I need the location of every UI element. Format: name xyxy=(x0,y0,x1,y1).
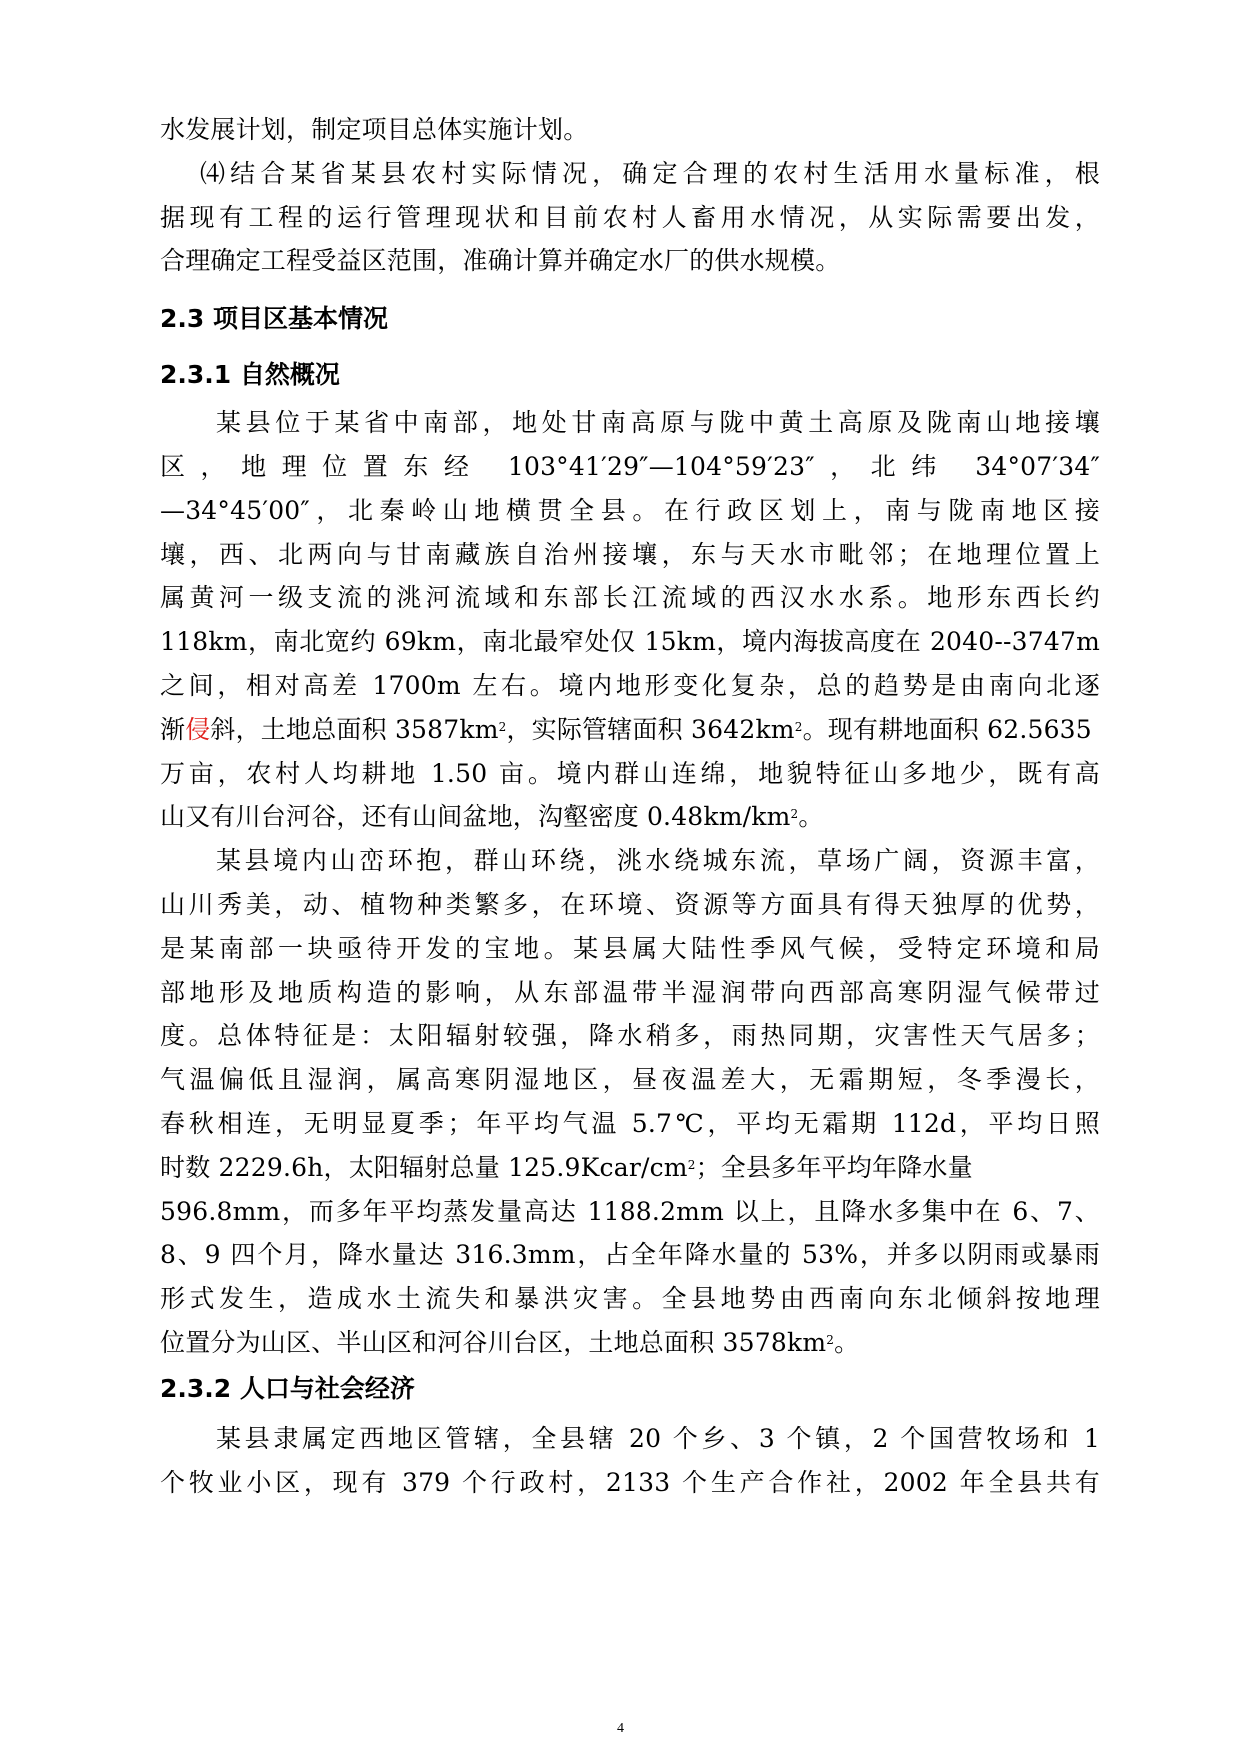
paragraph-line: ⑷结合某省某县农村实际情况，确定合理的农村生活用水量标准，根 xyxy=(200,158,1100,188)
section-heading-2-3-2: 2.3.2 人口与社会经济 xyxy=(160,1373,415,1403)
paragraph-line: 春秋相连，无明显夏季；年平均气温 5.7℃，平均无霜期 112d，平均日照 xyxy=(160,1108,1100,1138)
text-run: 渐 xyxy=(160,714,186,744)
paragraph-line: 是某南部一块亟待开发的宝地。某县属大陆性季风气候，受特定环境和局 xyxy=(160,933,1100,963)
superscript: 2 xyxy=(790,807,799,822)
section-heading-2-3: 2.3 项目区基本情况 xyxy=(160,304,388,334)
paragraph-line: 度。总体特征是：太阳辐射较强，降水稍多，雨热同期，灾害性天气居多； xyxy=(160,1021,1100,1051)
paragraph-line: 之间，相对高差 1700m 左右。境内地形变化复杂，总的趋势是由南向北逐 xyxy=(160,670,1100,700)
paragraph-line: 形式发生，造成水土流失和暴洪灾害。全县地势由西南向东北倾斜按地理 xyxy=(160,1284,1100,1314)
text-run: 时数 2229.6h，太阳辐射总量 125.9Kcar/cm xyxy=(160,1152,688,1182)
paragraph-line: 万亩，农村人均耕地 1.50 亩。境内群山连绵，地貌特征山多地少，既有高 xyxy=(160,758,1100,788)
superscript: 2 xyxy=(687,1157,696,1172)
section-heading-2-3-1: 2.3.1 自然概况 xyxy=(160,360,340,390)
paragraph-line: 合理确定工程受益区范围，准确计算并确定水厂的供水规模。 xyxy=(160,246,841,276)
paragraph-line: 某县境内山峦环抱，群山环绕，洮水绕城东流，草场广阔，资源丰富， xyxy=(216,846,1100,876)
paragraph-line: 部地形及地质构造的影响，从东部温带半湿润带向西部高寒阴湿气候带过 xyxy=(160,977,1100,1007)
text-run: 。 xyxy=(834,1327,860,1357)
text-run: 山又有川台河谷，还有山间盆地，沟壑密度 0.48km/km xyxy=(160,802,791,832)
paragraph-line: —34°45′00″，北秦岭山地横贯全县。在行政区划上，南与陇南地区接 xyxy=(160,495,1100,525)
superscript: 2 xyxy=(826,1332,835,1347)
paragraph-line: 8、9 四个月，降水量达 316.3mm，占全年降水量的 53%，并多以阴雨或暴雨 xyxy=(160,1240,1100,1270)
superscript: 2 xyxy=(794,719,803,734)
paragraph-line: 山川秀美，动、植物种类繁多，在环境、资源等方面具有得天独厚的优势， xyxy=(160,889,1100,919)
paragraph-line xyxy=(160,795,1100,839)
paragraph-line: 气温偏低且湿润，属高寒阴湿地区，昼夜温差大，无霜期短，冬季漫长， xyxy=(160,1065,1100,1095)
paragraph-line: 据现有工程的运行管理现状和目前农村人畜用水情况，从实际需要出发， xyxy=(160,202,1100,232)
paragraph-line: 壤，西、北两向与甘南藏族自治州接壤，东与天水市毗邻；在地理位置上 xyxy=(160,539,1100,569)
text-run: 。 xyxy=(798,802,824,832)
paragraph-line: 某县隶属定西地区管辖，全县辖 20 个乡、3 个镇，2 个国营牧场和 1 xyxy=(216,1423,1100,1453)
document-page xyxy=(160,108,1100,1504)
paragraph-line: 个牧业小区，现有 379 个行政村，2133 个生产合作社，2002 年全县共有 xyxy=(160,1467,1100,1497)
text-run: 位置分为山区、半山区和河谷川台区，土地总面积 3578km xyxy=(160,1327,827,1357)
paragraph-line: 596.8mm，而多年平均蒸发量高达 1188.2mm 以上，且降水多集中在 6、7、 xyxy=(160,1196,1100,1226)
paragraph-line: 区，地理位置东经 103°41′29″—104°59′23″，北纬 34°07′34″ xyxy=(160,451,1100,481)
paragraph-line xyxy=(160,708,1100,752)
text-run: 。现有耕地面积 62.5635 xyxy=(802,714,1092,744)
paragraph-line xyxy=(160,1321,1100,1365)
text-run: ，实际管辖面积 3642km xyxy=(506,714,795,744)
highlighted-character: 侵 xyxy=(185,714,211,744)
text-run: 斜，土地总面积 3587km xyxy=(210,714,499,744)
superscript: 2 xyxy=(498,719,507,734)
paragraph-line xyxy=(160,1146,1100,1190)
text-run: ；全县多年平均年降水量 xyxy=(695,1152,973,1182)
paragraph-line: 属黄河一级支流的洮河流域和东部长江流域的西汉水水系。地形东西长约 xyxy=(160,583,1100,613)
page-number: 4 xyxy=(617,1721,624,1736)
paragraph-line: 水发展计划，制定项目总体实施计划。 xyxy=(160,115,589,144)
paragraph-line: 某县位于某省中南部，地处甘南高原与陇中黄土高原及陇南山地接壤 xyxy=(216,408,1100,438)
paragraph-line: 118km，南北宽约 69km，南北最窄处仅 15km，境内海拔高度在 2040--3747m xyxy=(160,627,1100,657)
